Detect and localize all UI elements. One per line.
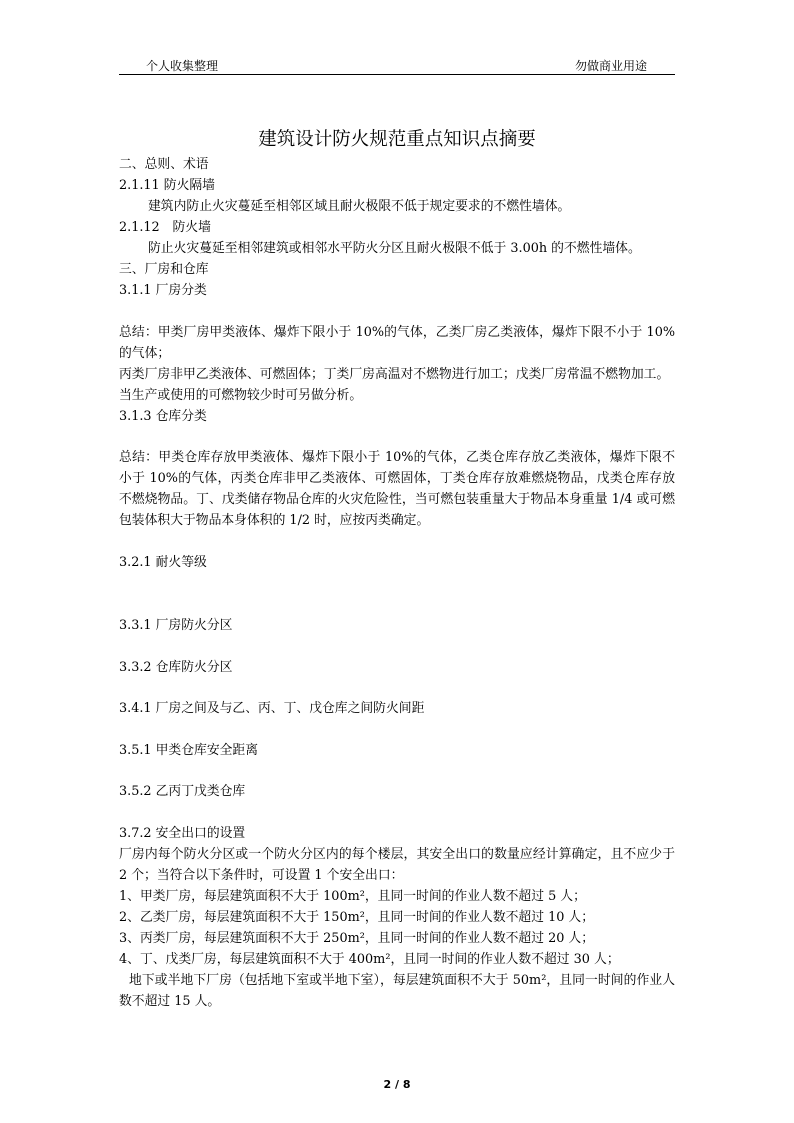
- clause-heading: 3.3.2 仓库防火分区: [119, 659, 233, 675]
- clause-heading: 3.7.2 安全出口的设置: [119, 825, 246, 841]
- section-heading: 二、总则、术语: [119, 157, 209, 172]
- clause-heading: 2.1.11 防火隔墙: [119, 178, 215, 193]
- list-item: 4、丁、戊类厂房，每层建筑面积不大于 400m²，且同一时间的作业人数不超过 30 人；: [119, 951, 620, 967]
- clause-heading: 3.5.1 甲类仓库安全距离: [119, 742, 259, 758]
- header-left-text: 个人收集整理: [146, 59, 219, 73]
- clause-text: 防止火灾蔓延至相邻建筑或相邻水平防火分区且耐火极限不低于 3.00h 的不燃性墙体。: [148, 241, 641, 256]
- clause-heading: 2.1.12 防火墙: [119, 220, 211, 235]
- clause-heading: 3.5.2 乙丙丁戊类仓库: [119, 784, 246, 799]
- document-body: [119, 154, 675, 1012]
- clause-heading: 3.1.1 厂房分类: [119, 283, 207, 298]
- clause-heading: 3.4.1 厂房之间及与乙、丙、丁、戊仓库之间防火间距: [119, 701, 425, 716]
- clause-heading: 3.2.1 耐火等级: [119, 555, 207, 570]
- clause-heading: 3.3.1 厂房防火分区: [119, 618, 233, 633]
- summary-paragraph: 当生产或使用的可燃物较少时可另做分析。: [119, 387, 363, 403]
- page-header: [119, 55, 675, 75]
- list-item: 1、甲类厂房，每层建筑面积不大于 100m²，且同一时间的作业人数不超过 5 人；: [119, 888, 586, 904]
- list-item: 2、乙类厂房，每层建筑面积不大于 150m²，且同一时间的作业人数不超过 10 人；: [119, 909, 595, 925]
- page-number: 2 / 8: [383, 1078, 411, 1091]
- summary-paragraph: 丙类厂房非甲乙类液体、可燃固体；丁类厂房高温对不燃物进行加工；戊类厂房常温不燃物加工。: [119, 366, 670, 382]
- document-title: 建筑设计防火规范重点知识点摘要: [258, 129, 536, 150]
- summary-paragraph: 总结：甲类厂房甲类液体、爆炸下限小于 10%的气体，乙类厂房乙类液体，爆炸下限不小于 10%的气体；: [119, 324, 675, 361]
- header-right-text: 勿做商业用途: [574, 59, 647, 73]
- clause-text: 地下或半地下厂房（包括地下室或半地下室），每层建筑面积不大于 50m²，且同一时间的作业人数不超过 15 人。: [119, 972, 675, 1009]
- section-heading: 三、厂房和仓库: [119, 262, 209, 277]
- list-item: 3、丙类厂房，每层建筑面积不大于 250m²，且同一时间的作业人数不超过 20 人；: [119, 930, 595, 946]
- clause-heading: 3.1.3 仓库分类: [119, 408, 207, 424]
- summary-paragraph: 总结：甲类仓库存放甲类液体、爆炸下限小于 10%的气体，乙类仓库存放乙类液体，爆炸下限不小于 10%的气体，丙类仓库非甲乙类液体、可燃固体，丁类仓库存放难燃烧物品，戊类仓库存放不燃烧物品。丁、戊类储存物品仓库的火灾危险性，当可燃包装重量大于物品本身重量 1/4 或可燃包装体积大于物品本身体积的 1/2 时，应按丙类确定。: [119, 450, 675, 528]
- clause-text: 建筑内防止火灾蔓延至相邻区域且耐火极限不低于规定要求的不燃性墙体。: [148, 199, 571, 214]
- clause-text: 厂房内每个防火分区或一个防火分区内的每个楼层，其安全出口的数量应经计算确定，且不应少于 2 个；当符合以下条件时，可设置 1 个安全出口：: [119, 846, 675, 883]
